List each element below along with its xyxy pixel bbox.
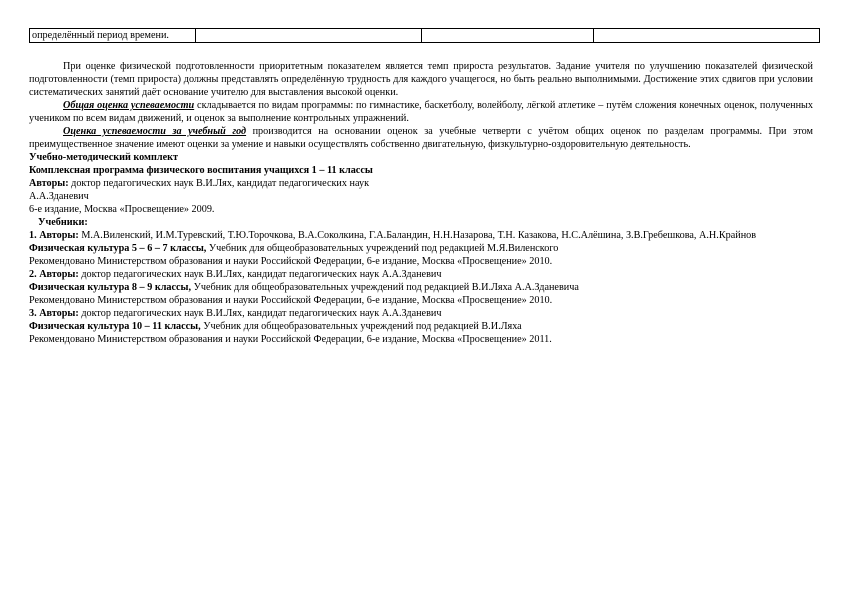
program-title: Комплексная программа физического воспитания учащихся 1 – 11 классы bbox=[29, 165, 373, 176]
table-cell-empty bbox=[594, 29, 820, 43]
authors-label: Авторы: bbox=[36, 308, 79, 319]
table-cell: определённый период времени. bbox=[30, 29, 196, 43]
book-text: Учебник для общеобразовательных учреждений под редакцией В.И.Ляха bbox=[200, 321, 522, 332]
textbook-number: 2. bbox=[29, 269, 37, 280]
textbook-title bbox=[29, 281, 813, 294]
authors-text: доктор педагогических наук В.И.Лях, кандидат педагогических наук А.А.Зданевич bbox=[78, 308, 442, 319]
textbook-authors bbox=[29, 268, 813, 281]
book-text: Учебник для общеобразовательных учреждений под редакцией В.И.Ляха А.А.Зданевича bbox=[191, 282, 579, 293]
paragraph-lead: Оценка успеваемости за учебный год bbox=[63, 126, 247, 137]
table-row bbox=[30, 29, 820, 43]
program-edition: 6-е издание, Москва «Просвещение» 2009. bbox=[29, 204, 215, 215]
book-title: Физическая культура 5 – 6 – 7 классы, bbox=[29, 243, 207, 254]
textbooks-heading: Учебники: bbox=[38, 217, 88, 228]
textbook-title bbox=[29, 320, 813, 333]
program-authors-line2: А.А.Зданевич bbox=[29, 191, 89, 202]
table-cell-empty bbox=[196, 29, 422, 43]
textbook-authors bbox=[29, 307, 813, 320]
textbook-authors bbox=[29, 229, 813, 242]
textbook-number: 1. bbox=[29, 230, 37, 241]
authors-label: Авторы: bbox=[29, 178, 69, 189]
assessment-table-fragment bbox=[29, 28, 820, 43]
paragraph-text: складывается по видам программы: по гимнастике, баскетболу, волейболу, лёгкой атлетике – путём сложения конечных оценок, полученных учеником по всем видам движений, и оценок за выполнение контрольных упражнений. bbox=[29, 100, 813, 124]
textbook-title bbox=[29, 242, 813, 255]
paragraph-text: производится на основании оценок за учебные четверти с учётом общих оценок по разделам программы. При этом преимущественное значение имеют оценки за умение и навыки осуществлять собственно двигательную, физкультурно-оздоровительную деятельность. bbox=[29, 126, 813, 150]
textbook-recommended: Рекомендовано Министерством образования и науки Российской Федерации, 6-е издание, Москва «Просвещение» 2011. bbox=[29, 334, 552, 345]
authors-text: доктор педагогических наук В.И.Лях, кандидат педагогических наук А.А.Зданевич bbox=[78, 269, 442, 280]
paragraph-lead: Общая оценка успеваемости bbox=[63, 100, 195, 111]
authors-text: М.А.Виленский, И.М.Туревский, Т.Ю.Торочкова, В.А.Соколкина, Г.А.Баландин, Н.Н.Назарова, Т.Н. Казакова, Н.С.Алёшина, З.В.Гребешкова, А.Н.Крайнов bbox=[78, 230, 757, 241]
program-authors bbox=[29, 177, 813, 190]
umk-heading: Учебно-методический комплект bbox=[29, 152, 178, 163]
paragraph-general-assessment bbox=[29, 99, 813, 125]
paragraph-physical-fitness bbox=[29, 60, 813, 99]
authors-label: Авторы: bbox=[36, 269, 79, 280]
textbook-recommended: Рекомендовано Министерством образования и науки Российской Федерации, 6-е издание, Москва «Просвещение» 2010. bbox=[29, 256, 553, 267]
authors-text: доктор педагогических наук В.И.Лях, кандидат педагогических наук bbox=[68, 178, 370, 189]
book-text: Учебник для общеобразовательных учреждений под редакцией М.Я.Виленского bbox=[206, 243, 559, 254]
book-title: Физическая культура 8 – 9 классы, bbox=[29, 282, 192, 293]
authors-label: Авторы: bbox=[36, 230, 79, 241]
book-title: Физическая культура 10 – 11 классы, bbox=[29, 321, 201, 332]
textbook-number: 3. bbox=[29, 308, 37, 319]
paragraph-year-assessment bbox=[29, 125, 813, 151]
document-page bbox=[29, 28, 813, 346]
textbook-recommended: Рекомендовано Министерством образования и науки Российской Федерации, 6-е издание, Москва «Просвещение» 2010. bbox=[29, 295, 553, 306]
paragraph-text: При оценке физической подготовленности приоритетным показателем является темп прироста результатов. Задание учителя по улучшению показателей физической подготовленности (темп прироста) должны представлять определённую трудность для каждого учащегося, но быть реально выполнимыми. Достижение этих сдвигов при условии систематических занятий даёт основание учителю для выставления высокой оценки. bbox=[29, 61, 813, 98]
table-cell-empty bbox=[422, 29, 594, 43]
